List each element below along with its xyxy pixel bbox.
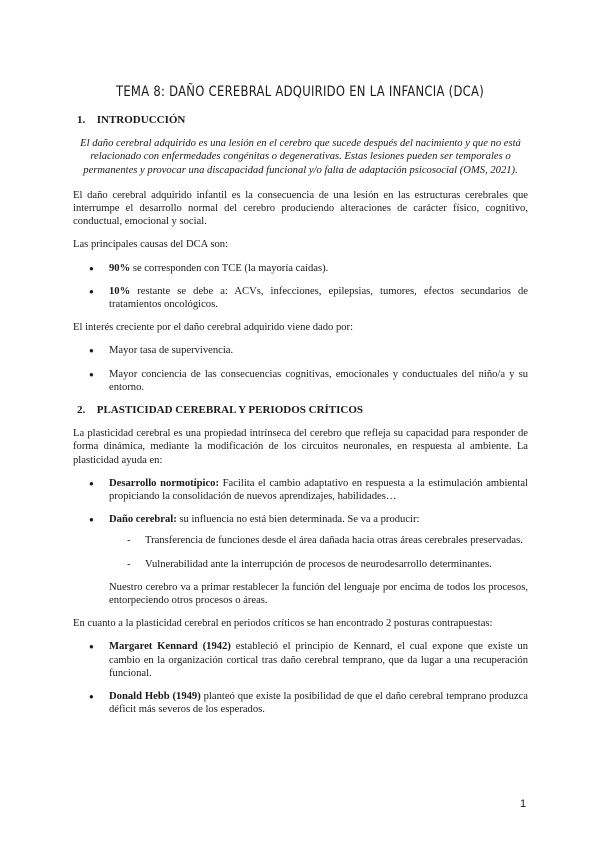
page-number: 1: [520, 798, 527, 810]
section-heading-introduccion: [73, 114, 528, 127]
postures-list: [73, 640, 528, 716]
paragraph-critical-intro: En cuanto a la plasticidad cerebral en periodos críticos se han encontrado 2 posturas contrapuestas:: [73, 618, 493, 630]
list-item: ● Daño cerebral: su influencia no está bien determinada. Se va a producir: - Transferencia de funciones desde el área dañada hacia otras áreas cerebrales preservadas. - Vulnerabilidad ante la interrupción de procesos de neurodesarrollo determinantes.: [73, 513, 528, 571]
paragraph-plasticity-definition: La plasticidad cerebral es una propiedad intrínseca del cerebro que refleja su capacidad para responder de forma dinámica, mediante la modificación de los circuitos neuronales, en respuesta al ambiente. La plasticidad ayuda en:: [73, 428, 528, 466]
definition-quote: El daño cerebral adquirido es una lesión en el cerebro que sucede después del nacimiento y que no está relacionado con enfermedades congénitas o degenerativas. Estas lesiones pueden ser temporales o permanentes y provocar una discapacidad funcional y/o falta de adaptación psicosocial (OMS, 2021).: [80, 138, 521, 176]
list-item: ● Mayor tasa de supervivencia.: [73, 344, 528, 357]
dash-list: [109, 534, 528, 570]
document-content: [73, 114, 528, 727]
list-item: ● 10% restante se debe a: ACVs, infecciones, epilepsias, tumores, efectos secundarios de tratamientos oncológicos.: [73, 285, 528, 311]
paragraph-interest-intro: El interés creciente por el daño cerebral adquirido viene dado por:: [73, 322, 354, 334]
list-item: ● 90% se corresponden con TCE (la mayoría caídas).: [73, 262, 528, 275]
causes-list: [73, 262, 528, 312]
section-title: INTRODUCCIÓN: [96, 114, 186, 126]
section-title: PLASTICIDAD CEREBRAL Y PERIODOS CRÍTICOS: [96, 404, 364, 417]
paragraph-causes-intro: Las principales causas del DCA son:: [73, 239, 229, 251]
list-item: ● Margaret Kennard (1942) estableció el principio de Kennard, el cual expone que existe un cambio en la organización cortical tras daño cerebral temprano, que da lugar a una recuperación funcional.: [73, 640, 528, 680]
list-item: ● Mayor conciencia de las consecuencias cognitivas, emocionales y conductuales del niño/a y su entorno.: [73, 368, 528, 394]
section-number: 2.: [77, 404, 86, 417]
section-heading-plasticidad: [73, 404, 528, 417]
paragraph-language-priority: Nuestro cerebro va a primar restablecer la función del lenguaje por encima de todos los procesos, entorpeciendo otros procesos o áreas.: [109, 581, 528, 607]
list-item: ● Donald Hebb (1949) planteó que existe la posibilidad de que el daño cerebral temprano produzca déficit más severos de los esperados.: [73, 690, 528, 716]
dash-item: - Vulnerabilidad ante la interrupción de procesos de neurodesarrollo determinantes.: [109, 558, 528, 571]
list-item: ● Desarrollo normotípico: Facilita el cambio adaptativo en respuesta a la estimulación ambiental propiciando la consolidación de nuevos aprendizajes, habilidades…: [73, 477, 528, 503]
dash-item: - Transferencia de funciones desde el área dañada hacia otras áreas cerebrales preservadas.: [109, 534, 528, 547]
plasticity-list: [73, 477, 528, 571]
paragraph-dca-definition: El daño cerebral adquirido infantil es la consecuencia de una lesión en las estructuras cerebrales que interrumpe el desarrollo normal del cerebro produciendo alteraciones de carácter físico, cognitivo, conductual, emocional y social.: [73, 189, 528, 228]
section-number: 1.: [77, 114, 86, 126]
interest-list: [73, 344, 528, 394]
page-title: TEMA 8: DAÑO CEREBRAL ADQUIRIDO EN LA INFANCIA (DCA): [115, 84, 485, 100]
